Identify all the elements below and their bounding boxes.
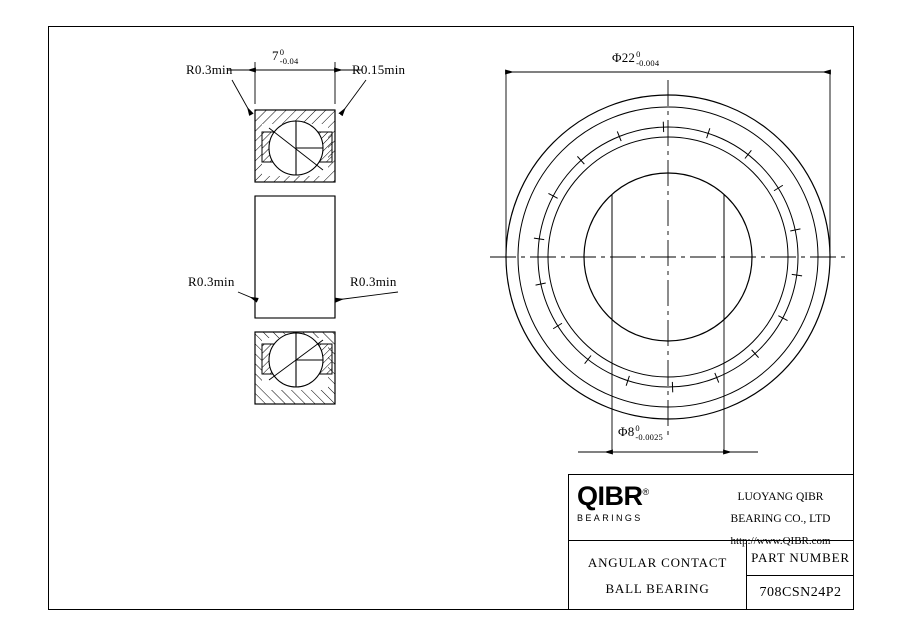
dimension-bore-diameter xyxy=(618,424,663,442)
company-info xyxy=(711,487,850,552)
company-name: LUOYANG QIBR BEARING CO., LTD xyxy=(730,491,831,525)
part-number-label: PART NUMBER xyxy=(747,541,854,576)
dimension-bore-value: Φ8 xyxy=(618,424,635,439)
dimension-od-value: Φ22 xyxy=(612,50,636,65)
dimension-width-value: 7 xyxy=(272,48,279,63)
dimension-width xyxy=(272,48,298,66)
annotation-r03min-bottom-left: R0.3min xyxy=(188,274,235,289)
annotation-r03min-bottom-right: R0.3min xyxy=(350,274,397,289)
dimension-outer-diameter xyxy=(612,50,659,68)
section-view xyxy=(255,110,335,404)
company-website: http://www.QIBR.com xyxy=(730,534,831,547)
logo-wordmark xyxy=(577,483,705,510)
product-line-2: BALL BEARING xyxy=(605,580,710,596)
part-number-value: 708CSN24P2 xyxy=(759,585,842,600)
annotation-r03min-top-left: R0.3min xyxy=(186,62,233,77)
title-block-header xyxy=(569,475,854,547)
brand-logo xyxy=(577,483,705,523)
title-block xyxy=(568,474,854,610)
annotation-r015min-top-right: R0.15min xyxy=(352,62,406,77)
logo-subtitle: BEARINGS xyxy=(577,513,643,523)
width-dimension xyxy=(228,62,362,104)
dimension-width-tolerance: 0 -0.04 xyxy=(279,47,299,67)
front-view xyxy=(490,80,846,436)
logo-text: QIBR xyxy=(577,481,643,511)
dimension-od-tolerance: 0 -0.004 xyxy=(636,49,660,69)
dimension-bore-tolerance: 0 -0.0025 xyxy=(635,423,664,443)
registered-trademark-icon: ® xyxy=(642,487,649,497)
product-line-1: ANGULAR CONTACT xyxy=(587,554,728,570)
